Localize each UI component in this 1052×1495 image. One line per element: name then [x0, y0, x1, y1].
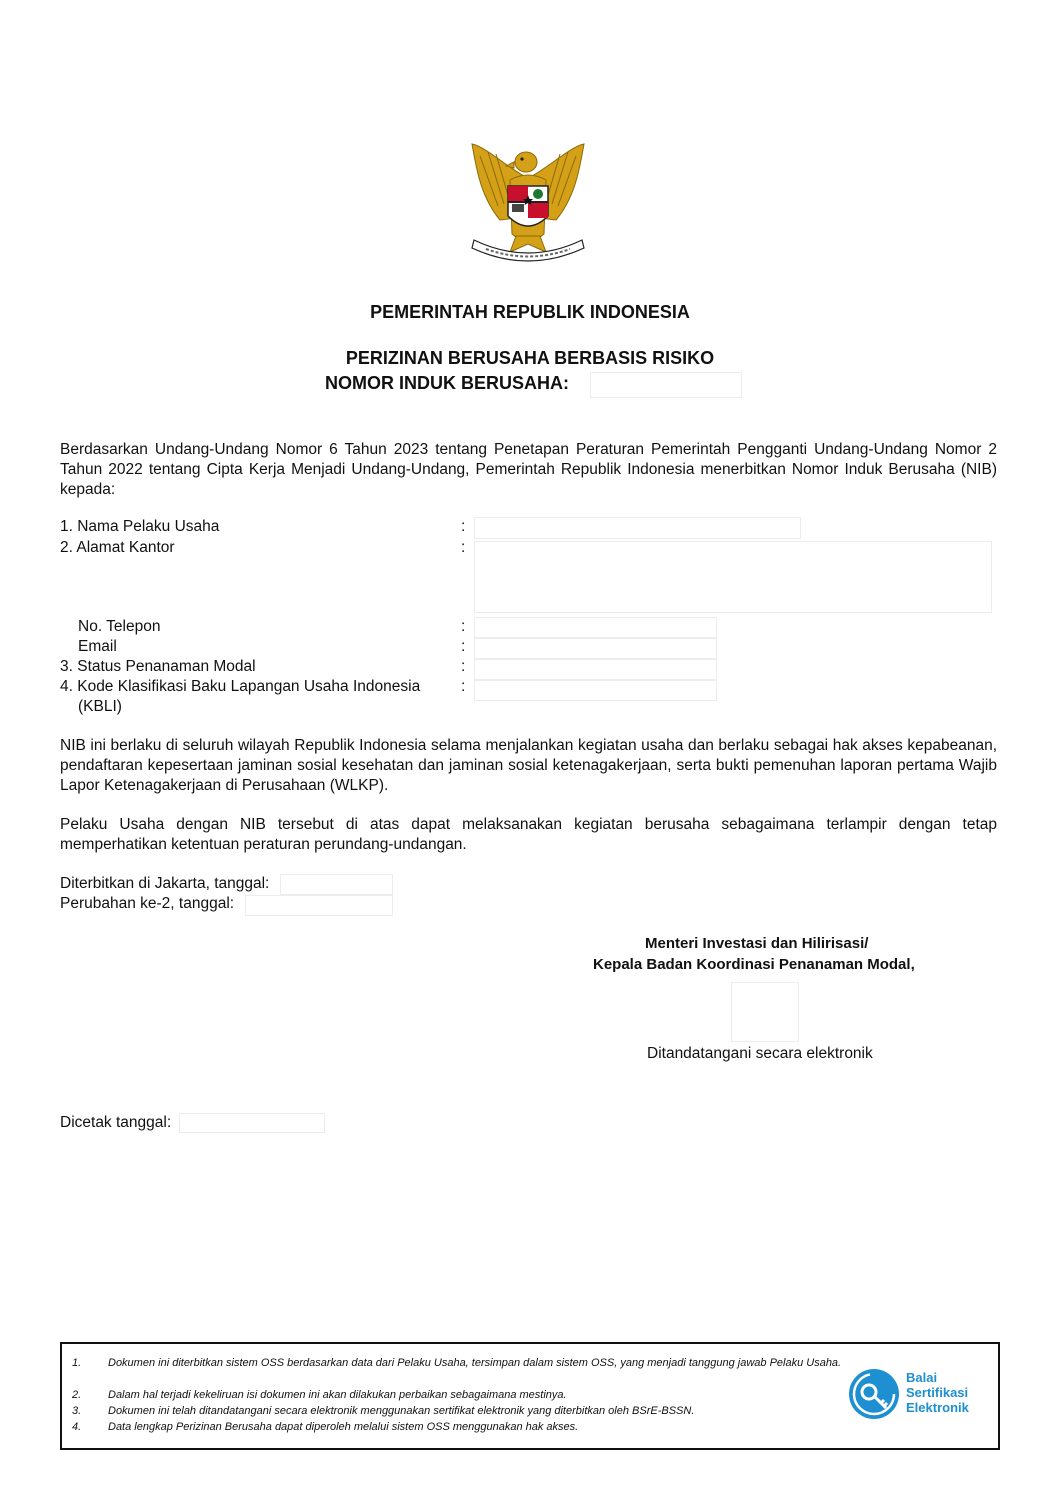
colon: : — [461, 539, 466, 556]
field-label-alamat: 2. Alamat Kantor — [60, 539, 175, 556]
colon: : — [461, 678, 466, 695]
email-value-field — [474, 638, 717, 659]
field-label-kbli-abbr: (KBLI) — [78, 698, 122, 715]
bsre-logo — [846, 1364, 980, 1424]
field-label-email: Email — [78, 638, 117, 655]
telepon-value-field — [474, 617, 717, 638]
nama-value-field — [474, 517, 801, 539]
signed-electronically-note: Ditandatangani secara elektronik — [647, 1045, 873, 1062]
printed-date-field — [179, 1113, 325, 1133]
field-label-telepon: No. Telepon — [78, 618, 161, 635]
colon: : — [461, 518, 466, 535]
signatory-title: Menteri Investasi dan Hilirisasi/ — [645, 935, 869, 952]
nib-document: PEMERINTAH REPUBLIK INDONESIA PERIZINAN BERUSAHA BERBASIS RISIKO NOMOR INDUK BERUSAHA: Berdasarkan Undang-Undang Nomor 6 Tahun 2023 tentang Penetapan Peraturan Pemerintah Pengganti Undang-Undang Nomor 2 Tahun 2022 tentang Cipta Kerja Menjadi Undang-Undang, Pemerintah Republik Indonesia menerbitkan Nomor Induk Berusaha (NIB) kepada: 1. Nama Pelaku Usaha : 2. Alamat Kantor : No. Telepon : Email : 3. Status Penanaman Modal : 4. Kode Klasifikasi Baku Lapangan Usaha Indonesia (KBLI) : NIB ini berlaku di seluruh wilayah Republik Indonesia selama menjalankan kegiatan usaha dan berlaku sebagai hak akses kepabeanan, pendaftaran kepesertaan jaminan sosial kesehatan dan jaminan sosial ketenagakerjaan, serta bukti pemenuhan laporan pertama Wajib Lapor Ketenagakerjaan di Perusahaan (WLKP). Pelaku Usaha dengan NIB tersebut di atas dapat melaksanakan kegiatan berusaha sebagaimana terlampir dengan tetap memperhatikan ketentuan peraturan perundang-undangan. Diterbitkan di Jakarta, tanggal: Perubahan ke-2, tanggal: Menteri Investasi dan Hilirisasi/ Kepala Badan Koordinasi Penanaman Modal, Ditandatangani secara elektronik Dicetak tanggal: 1. Dokumen ini diterbitkan sistem OSS berdasarkan data dari Pelaku Usaha, tersimpan dalam sistem OSS, yang menjadi tanggung jawab Pelaku Usaha. 2. Dalam hal terjadi kekeliruan isi dokumen ini akan dilakukan perbaikan sebagaimana mestinya. 3. Dokumen ini telah ditandatangani secara elektronik menggunakan sertifikat elektronik yang diterbitkan oleh BSrE-BSSN. 4. Data lengkap Perizinan Berusaha dapat diperoleh melalui sistem OSS menggunakan hak akses. Balai Sertifikasi Elektronik — [0, 0, 1052, 1495]
change-date-field — [245, 895, 393, 916]
colon: : — [461, 618, 466, 635]
alamat-value-field — [474, 541, 992, 613]
printed-date-label: Dicetak tanggal: — [60, 1114, 172, 1131]
government-heading: PEMERINTAH REPUBLIK INDONESIA — [370, 302, 690, 322]
activity-paragraph: Pelaku Usaha dengan NIB tersebut di atas dapat melaksanakan kegiatan berusaha sebagaimana terlampir dengan tetap memperhatikan ketentuan peraturan perundang-undangan. — [60, 816, 997, 853]
field-label-nama: 1. Nama Pelaku Usaha — [60, 518, 220, 535]
status-value-field — [474, 659, 717, 680]
colon: : — [461, 658, 466, 675]
signature-qr-field — [731, 982, 799, 1042]
signatory-agency: Kepala Badan Koordinasi Penanaman Modal, — [593, 956, 915, 973]
issued-date-field — [280, 874, 393, 895]
nib-value-field — [590, 372, 742, 398]
bsre-logo-text: Balai Sertifikasi Elektronik — [906, 1370, 969, 1415]
bsre-logo-icon — [846, 1366, 902, 1422]
issued-jakarta-label: Diterbitkan di Jakarta, tanggal: — [60, 875, 270, 892]
document-title: PERIZINAN BERUSAHA BERBASIS RISIKO — [345, 348, 715, 368]
garuda-emblem-icon — [466, 136, 590, 278]
field-label-status: 3. Status Penanaman Modal — [60, 658, 256, 675]
colon: : — [461, 638, 466, 655]
validity-paragraph: NIB ini berlaku di seluruh wilayah Republik Indonesia selama menjalankan kegiatan usaha dan berlaku sebagai hak akses kepabeanan, pendaftaran kepesertaan jaminan sosial kesehatan dan jaminan sosial ketenagakerjaan, serta bukti pemenuhan laporan pertama Wajib Lapor Ketenagakerjaan di Perusahaan (WLKP). — [60, 737, 997, 794]
field-label-kbli: 4. Kode Klasifikasi Baku Lapangan Usaha Indonesia — [60, 678, 421, 695]
kbli-value-field — [474, 680, 717, 701]
intro-paragraph: Berdasarkan Undang-Undang Nomor 6 Tahun 2023 tentang Penetapan Peraturan Pemerintah Pengganti Undang-Undang Nomor 2 Tahun 2022 tentang Cipta Kerja Menjadi Undang-Undang, Pemerintah Republik Indonesia menerbitkan Nomor Induk Berusaha (NIB) kepada: — [60, 441, 997, 498]
change-label: Perubahan ke-2, tanggal: — [60, 895, 235, 912]
nib-label: NOMOR INDUK BERUSAHA: — [325, 373, 569, 393]
